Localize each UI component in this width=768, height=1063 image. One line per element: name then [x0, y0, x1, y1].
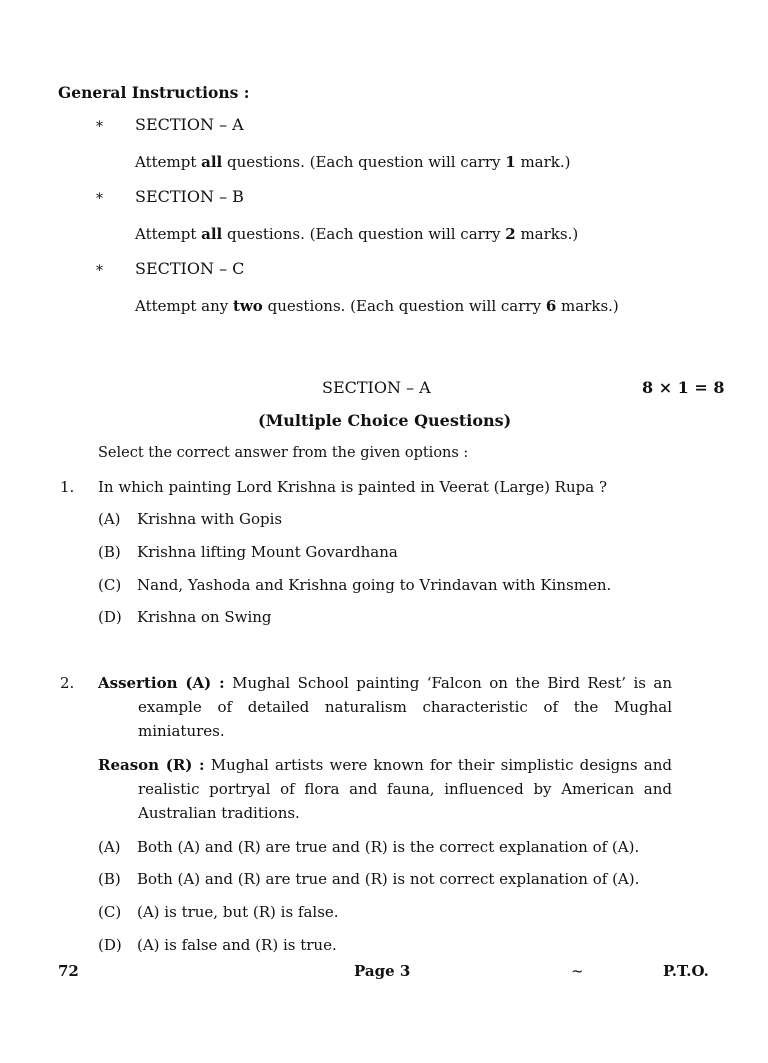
instruction-section-a-desc: Attempt all questions. (Each question will carry 1 mark.): [135, 153, 571, 171]
q1-option-a-letter: (A): [98, 510, 121, 528]
q2-option-d-letter: (D): [98, 936, 122, 954]
q2-option-b-letter: (B): [98, 870, 121, 888]
pto-label: P.T.O.: [663, 962, 709, 980]
bullet-star: *: [96, 263, 103, 279]
tilde-mark: ~: [571, 962, 584, 980]
question-1-number: 1.: [60, 478, 75, 496]
instruction-section-b-heading: SECTION – B: [135, 187, 244, 206]
q2-option-a-text: Both (A) and (R) are true and (R) is the correct explanation of (A).: [137, 838, 640, 856]
q1-option-a-text: Krishna with Gopis: [137, 510, 283, 528]
q1-option-c-text: Nand, Yashoda and Krishna going to Vrindavan with Kinsmen.: [137, 576, 612, 594]
instruction-section-b-desc: Attempt all questions. (Each question will carry 2 marks.): [135, 225, 579, 243]
assertion-label: Assertion (A) :: [98, 674, 225, 692]
mcq-subtitle: (Multiple Choice Questions): [258, 411, 512, 430]
section-a-marks: 8 × 1 = 8: [642, 378, 725, 397]
general-instructions-title: General Instructions :: [58, 83, 250, 102]
reason-label: Reason (R) :: [98, 756, 205, 774]
assertion-text: Mughal School painting ‘Falcon on the Bird Rest’ is an example of detailed naturalism characteristic of the Mughal miniatures.: [138, 674, 673, 740]
q1-option-c-letter: (C): [98, 576, 122, 594]
instruction-section-c-heading: SECTION – C: [135, 259, 245, 278]
question-2-number: 2.: [60, 674, 75, 692]
paper-code: 72: [58, 962, 79, 980]
question-1-text: In which painting Lord Krishna is painted in Veerat (Large) Rupa ?: [98, 478, 607, 496]
reason-paragraph: [98, 753, 672, 825]
q1-option-b-letter: (B): [98, 543, 121, 561]
q1-option-d-letter: (D): [98, 608, 122, 626]
q2-option-c-text: (A) is true, but (R) is false.: [137, 903, 339, 921]
instruction-section-a-heading: SECTION – A: [135, 115, 244, 134]
instruction-section-c-desc: Attempt any two questions. (Each question will carry 6 marks.): [135, 297, 619, 315]
section-a-title: SECTION – A: [322, 378, 431, 397]
q2-option-c-letter: (C): [98, 903, 122, 921]
bullet-star: *: [96, 119, 103, 135]
q2-option-d-text: (A) is false and (R) is true.: [137, 936, 337, 954]
q1-option-b-text: Krishna lifting Mount Govardhana: [137, 543, 398, 561]
select-instruction: Select the correct answer from the given options :: [98, 445, 469, 461]
bullet-star: *: [96, 191, 103, 207]
reason-text: Mughal artists were known for their simplistic designs and realistic portryal of flora and fauna, influenced by American and Australian traditions.: [138, 756, 672, 822]
q1-option-d-text: Krishna on Swing: [137, 608, 272, 626]
q2-option-a-letter: (A): [98, 838, 121, 856]
page-number: Page 3: [354, 962, 411, 980]
q2-option-b-text: Both (A) and (R) are true and (R) is not correct explanation of (A).: [137, 870, 640, 888]
assertion-paragraph: [98, 671, 672, 743]
